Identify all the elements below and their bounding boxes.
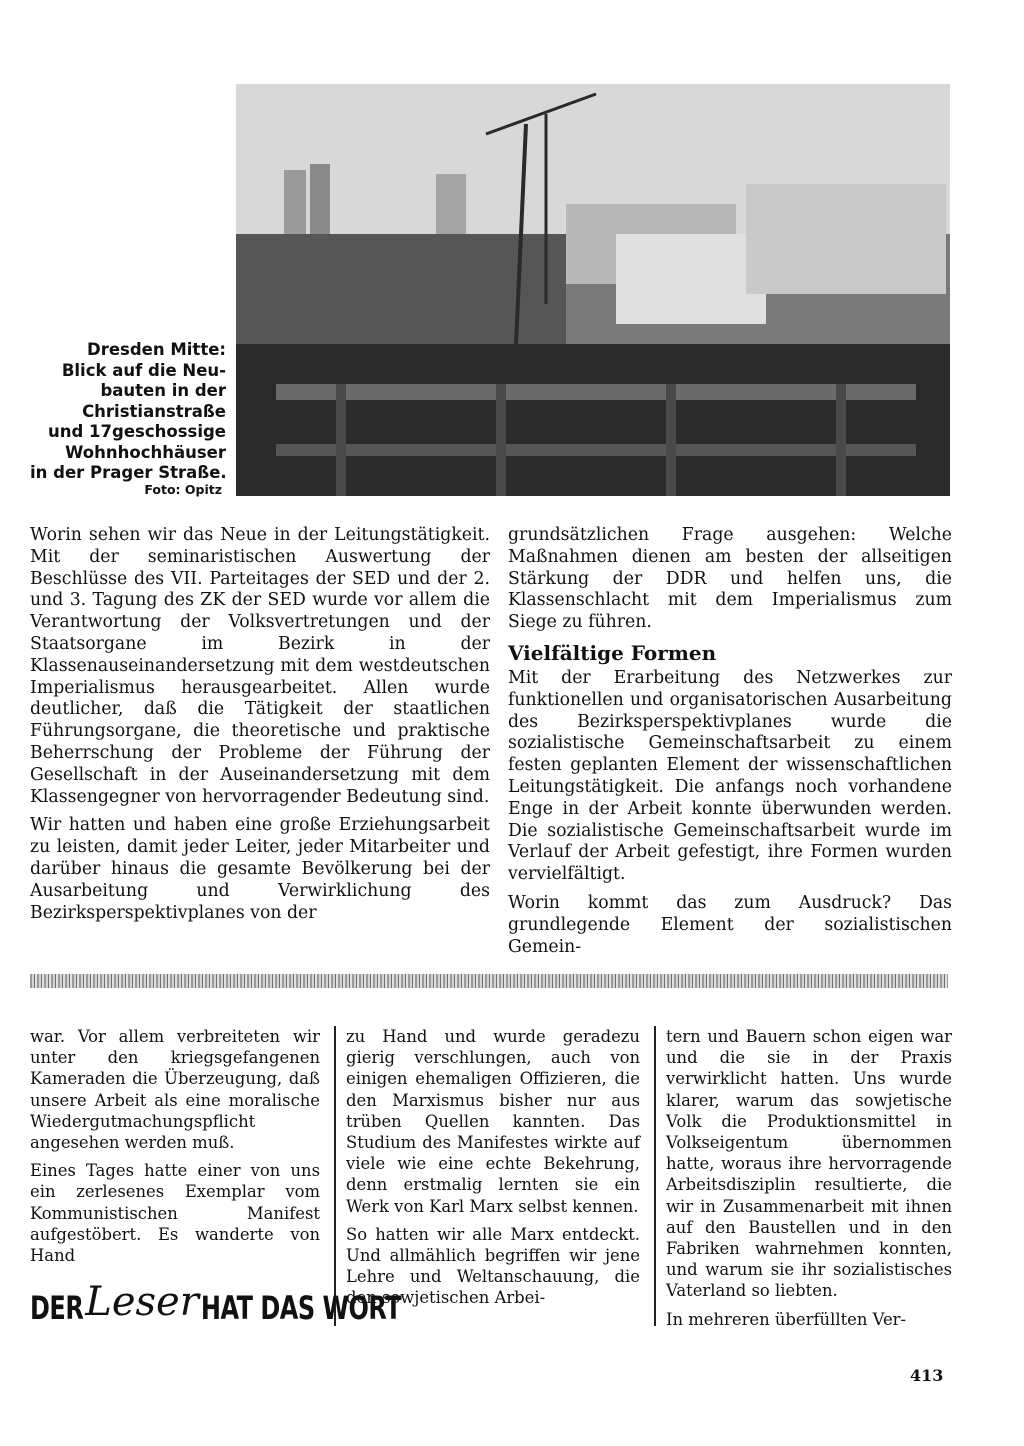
caption-line: Blick auf die Neu- [61,360,226,380]
article-paragraph: Worin kommt das zum Ausdruck? Das grundlegende Element der sozialistischen Gemein- [508,892,952,957]
logo-text-der: DER [30,1289,84,1327]
caption-line: Dresden Mitte: [87,340,226,359]
der-leser-hat-das-wort-logo [30,1279,402,1333]
article-paragraph: Worin sehen wir das Neue in der Leitungstätigkeit. Mit der seminaristischen Auswertung der Beschlüsse des VII. Parteitages der SED und der 2. und 3. Tagung des ZK der SED wurde vor allem die Verantwortung der Volksvertretungen und der Staatsorgane im Bezirk in der Klassenauseinandersetzung mit dem westdeutschen Imperialismus herausgearbeitet. Allen wurde deutlicher, daß die Tätigkeit der staatlichen Führungsorgane, die theoretische und praktische Beherrschung der Probleme der Führung der Gesellschaft in der Auseinandersetzung mit dem Klassengegner von hervorragender Bedeutung sind. [30,525,490,807]
tower-block [310,164,330,240]
letter-column-1 [30,1026,320,1273]
caption-line: Wohnhochhäuser [65,442,226,462]
letter-paragraph: war. Vor allem verbreiteten wir unter den kriegsgefangenen Kameraden die Überzeugung, daß unsere Arbeit als eine moralische Wiedergutmachungspflicht angesehen werden muß. [30,1027,320,1153]
letter-paragraph: zu Hand und wurde geradezu gierig verschlungen, auch von einigen ehemaligen Offizieren, die den Marxismus bisher nur aus trüben Quellen kannten. Das Studium des Manifestes wirkte auf viele wie eine echte Bekehrung, denn erstmalig lernten sie ein Werk von Karl Marx selbst kennen. [346,1027,640,1216]
construction-site-photo [236,84,950,496]
column [336,384,346,496]
column [496,384,506,496]
apartment-block [616,234,766,324]
photo-credit: Foto: Opitz [144,482,222,497]
logo-text-hat-das-wort: HAT DAS WORT [200,1289,402,1327]
letter-paragraph: tern und Bauern schon eigen war und die sie in der Praxis verwirklicht hatten. Uns wurde klarer, warum das sowjetische Volk die Produktionsmittel in Volkseigentum übernommen hatte, woraus ihre hervorragende Arbeitsdisziplin resultierte, die wir in Zusammenarbeit mit ihnen auf den Baustellen und in den Fabriken wahrnehmen konnten, und warum sie ihr sozialistisches Vaterland so liebten. [666,1027,952,1301]
letter-column-2 [346,1026,640,1316]
article-column-left [30,525,490,931]
letter-column-3 [666,1026,952,1337]
caption-line: in der Prager Straße. [30,463,227,482]
column [666,384,676,496]
logo-text-leser: Leser [85,1279,199,1325]
column-rule [654,1026,656,1326]
article-paragraph: Wir hatten und haben eine große Erziehungsarbeit zu leisten, damit jeder Leiter, jeder Mitarbeiter und darüber hinaus die gesamte Bevölkerung bei der Ausarbeitung und Verwirklichung des Bezirksperspektivplanes von der [30,815,490,923]
column-rule [334,1026,336,1326]
letter-paragraph: So hatten wir alle Marx entdeckt. Und allmählich begriffen wir jene Lehre und Weltanschauung, die den sowjetischen Arbei- [346,1224,640,1308]
article-column-right [508,525,952,965]
section-heading: Vielfältige Formen [508,640,717,665]
caption-line: und 17geschossige [48,422,226,441]
caption-line: Christianstraße [82,401,226,421]
floor-slab [276,444,916,456]
letter-paragraph: In mehreren überfüllten Ver- [666,1309,907,1329]
article-paragraph: grundsätzlichen Frage ausgehen: Welche Maßnahmen dienen am besten der allseitigen Stärkung der DDR und helfen uns, die Klassenschlacht mit dem Imperialismus zum Siege zu führen. [508,525,952,633]
article-paragraph: Mit der Erarbeitung des Netzwerkes zur funktionellen und organisatorischen Ausarbeitung des Bezirksperspektivplanes wurde die sozialistische Gemeinschaftsarbeit zu einem festen geplanten Element der wissenschaftlichen Leitungstätigkeit. Die anfangs noch vorhandene Enge in der Arbeit konnte überwunden werden. Die sozialistische Gemeinschaftsarbeit wurde im Verlauf der Arbeit gefestigt, ihre Formen wurden vervielfältigt. [508,667,952,885]
photo-caption [30,340,226,484]
column [836,384,846,496]
caption-line: bauten in der [100,381,226,400]
photo-illustration-icon [236,84,950,496]
tower-block [284,170,306,240]
apartment-block [746,184,946,294]
floor-slab [276,384,916,400]
section-divider [30,974,948,988]
page-number: 413 [910,1366,944,1385]
letter-paragraph: Eines Tages hatte einer von uns ein zerlesenes Exemplar vom Kommunistischen Manifest aufgestöbert. Es wanderte von Hand [30,1161,320,1266]
